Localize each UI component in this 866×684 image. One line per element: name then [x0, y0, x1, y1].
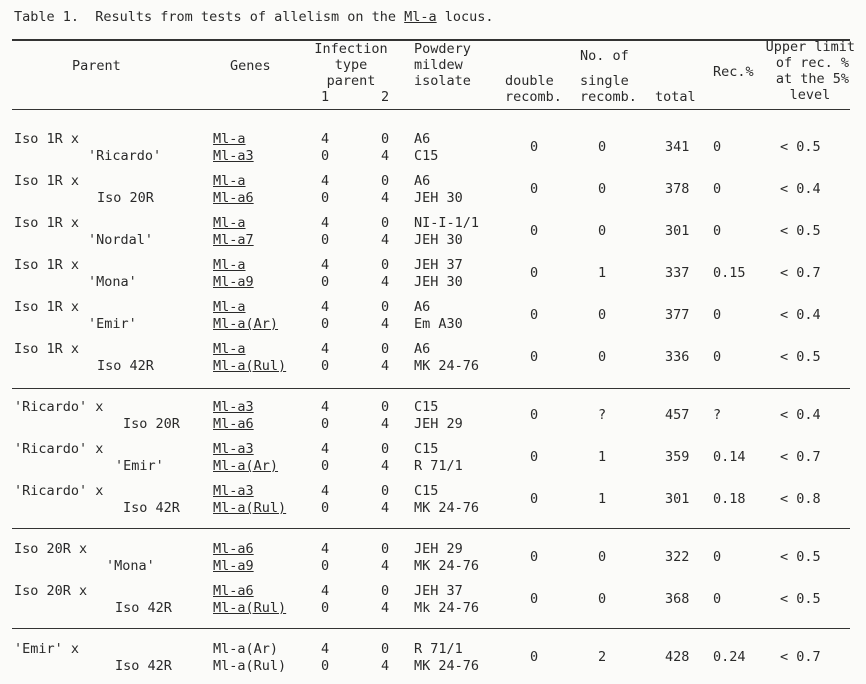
row-inf2-line1: 0: [381, 341, 390, 357]
row-single-recomb: 0: [598, 549, 607, 565]
header-infection-col2: 2: [381, 89, 390, 105]
row-inf1-line2: 0: [321, 500, 330, 516]
row-total: 322: [665, 549, 690, 565]
row-double-recomb: 0: [530, 307, 539, 323]
row-inf1-line1: 4: [321, 173, 330, 189]
row-gene-2: Ml-a6: [213, 190, 254, 206]
row-double-recomb: 0: [530, 223, 539, 239]
row-parent-1: Iso 1R x: [14, 257, 80, 273]
row-single-recomb: 0: [598, 307, 607, 323]
row-isolate-2: Mk 24-76: [414, 600, 480, 616]
row-parent-1: Iso 1R x: [14, 131, 80, 147]
row-isolate-1: JEH 37: [414, 257, 463, 273]
header-powdery: Powdery: [414, 41, 471, 57]
row-upper-limit: < 0.5: [780, 223, 821, 239]
row-parent-2: Iso 42R: [115, 600, 172, 616]
row-parent-2: 'Mona': [88, 274, 137, 290]
row-rec-percent: 0.14: [713, 449, 746, 465]
row-double-recomb: 0: [530, 407, 539, 423]
row-single-recomb: 1: [598, 491, 607, 507]
row-gene-1: Ml-a: [213, 341, 246, 357]
row-isolate-2: MK 24-76: [414, 558, 480, 574]
section-rule-3: [12, 628, 850, 629]
row-inf2-line2: 4: [381, 558, 390, 574]
row-inf2-line1: 0: [381, 399, 390, 415]
row-upper-limit: < 0.7: [780, 649, 821, 665]
header-infection-3: parent: [326, 73, 376, 89]
row-parent-1: 'Ricardo' x: [14, 399, 104, 415]
row-inf2-line2: 4: [381, 600, 390, 616]
row-isolate-1: A6: [414, 299, 431, 315]
row-inf1-line1: 4: [321, 541, 330, 557]
row-gene-2: Ml-a(Rul): [213, 658, 287, 674]
row-inf1-line2: 0: [321, 658, 330, 674]
row-single-recomb: 1: [598, 265, 607, 281]
header-upper-1: Upper limit: [765, 39, 855, 55]
row-gene-2: Ml-a(Rul): [213, 600, 287, 616]
row-gene-1: Ml-a: [213, 131, 246, 147]
row-rec-percent: 0: [713, 591, 722, 607]
row-gene-1: Ml-a(Ar): [213, 641, 279, 657]
row-gene-2: Ml-a(Ar): [213, 316, 279, 332]
row-parent-2: 'Ricardo': [88, 148, 162, 164]
header-isolate: isolate: [414, 73, 471, 89]
header-infection-2: type: [334, 57, 368, 73]
row-total: 359: [665, 449, 690, 465]
row-single-recomb: 1: [598, 449, 607, 465]
row-inf1-line2: 0: [321, 232, 330, 248]
row-single-recomb: 0: [598, 223, 607, 239]
row-inf1-line1: 4: [321, 131, 330, 147]
row-isolate-2: JEH 29: [414, 416, 463, 432]
row-inf1-line2: 0: [321, 600, 330, 616]
row-rec-percent: 0: [713, 223, 722, 239]
row-inf1-line2: 0: [321, 190, 330, 206]
row-inf2-line1: 0: [381, 173, 390, 189]
row-parent-2: 'Nordal': [88, 232, 154, 248]
row-rec-percent: ?: [713, 407, 722, 423]
row-inf1-line2: 0: [321, 458, 330, 474]
row-inf1-line2: 0: [321, 274, 330, 290]
row-double-recomb: 0: [530, 549, 539, 565]
row-parent-1: Iso 20R x: [14, 583, 88, 599]
row-rec-percent: 0: [713, 349, 722, 365]
row-inf2-line1: 0: [381, 131, 390, 147]
row-isolate-2: MK 24-76: [414, 500, 480, 516]
row-inf1-line2: 0: [321, 148, 330, 164]
row-inf2-line2: 4: [381, 500, 390, 516]
row-inf2-line1: 0: [381, 257, 390, 273]
row-inf1-line1: 4: [321, 341, 330, 357]
header-infection-1: Infection: [314, 41, 388, 57]
table-title: [14, 9, 494, 26]
row-upper-limit: < 0.5: [780, 591, 821, 607]
row-inf2-line1: 0: [381, 215, 390, 231]
section-rule-2: [12, 528, 850, 529]
header-no-of: No. of: [580, 48, 629, 64]
row-isolate-2: C15: [414, 148, 439, 164]
row-rec-percent: 0.24: [713, 649, 746, 665]
row-isolate-1: NI-I-1/1: [414, 215, 480, 231]
row-upper-limit: < 0.4: [780, 181, 821, 197]
row-double-recomb: 0: [530, 649, 539, 665]
row-inf2-line1: 0: [381, 299, 390, 315]
row-total: 368: [665, 591, 690, 607]
row-upper-limit: < 0.4: [780, 307, 821, 323]
row-isolate-2: JEH 30: [414, 232, 463, 248]
row-single-recomb: ?: [598, 407, 607, 423]
row-inf2-line2: 4: [381, 232, 390, 248]
row-gene-1: Ml-a3: [213, 399, 254, 415]
row-isolate-2: MK 24-76: [414, 658, 480, 674]
row-isolate-1: A6: [414, 173, 431, 189]
row-upper-limit: < 0.7: [780, 265, 821, 281]
header-upper-2: of rec. %: [775, 55, 849, 71]
row-total: 301: [665, 223, 690, 239]
row-total: 428: [665, 649, 690, 665]
row-double-recomb: 0: [530, 491, 539, 507]
row-total: 457: [665, 407, 690, 423]
row-inf1-line1: 4: [321, 583, 330, 599]
row-inf1-line2: 0: [321, 558, 330, 574]
row-parent-1: 'Emir' x: [14, 641, 80, 657]
header-single-1: single: [580, 73, 629, 89]
row-parent-2: Iso 42R: [123, 500, 180, 516]
row-parent-1: Iso 1R x: [14, 341, 80, 357]
header-double-2: recomb.: [505, 89, 562, 105]
row-gene-2: Ml-a6: [213, 416, 254, 432]
row-gene-1: Ml-a3: [213, 441, 254, 457]
row-total: 341: [665, 139, 690, 155]
header-double-1: double: [505, 73, 554, 89]
row-parent-2: 'Emir': [88, 316, 137, 332]
row-inf1-line1: 4: [321, 399, 330, 415]
row-gene-1: Ml-a: [213, 257, 246, 273]
row-parent-2: Iso 20R: [97, 190, 154, 206]
row-inf1-line1: 4: [321, 215, 330, 231]
row-parent-2: Iso 20R: [123, 416, 180, 432]
row-isolate-1: JEH 37: [414, 583, 463, 599]
row-inf1-line1: 4: [321, 641, 330, 657]
row-inf2-line2: 4: [381, 416, 390, 432]
row-parent-1: Iso 1R x: [14, 215, 80, 231]
row-gene-1: Ml-a3: [213, 483, 254, 499]
row-gene-2: Ml-a(Rul): [213, 500, 287, 516]
row-rec-percent: 0.18: [713, 491, 746, 507]
header-genes: Genes: [230, 58, 271, 74]
row-gene-1: Ml-a6: [213, 583, 254, 599]
row-upper-limit: < 0.7: [780, 449, 821, 465]
row-rec-percent: 0.15: [713, 265, 746, 281]
row-isolate-2: JEH 30: [414, 274, 463, 290]
row-double-recomb: 0: [530, 139, 539, 155]
row-gene-1: Ml-a6: [213, 541, 254, 557]
header-single-2: recomb.: [580, 89, 637, 105]
row-double-recomb: 0: [530, 349, 539, 365]
header-rule: [12, 109, 850, 110]
row-gene-1: Ml-a: [213, 299, 246, 315]
title-locus: Ml-a: [404, 9, 437, 25]
section-rule-1: [12, 388, 850, 389]
header-infection-col1: 1: [321, 89, 330, 105]
row-inf1-line1: 4: [321, 441, 330, 457]
row-rec-percent: 0: [713, 139, 722, 155]
row-gene-1: Ml-a: [213, 215, 246, 231]
row-gene-2: Ml-a(Rul): [213, 358, 287, 374]
row-inf2-line1: 0: [381, 541, 390, 557]
row-upper-limit: < 0.8: [780, 491, 821, 507]
row-parent-1: 'Ricardo' x: [14, 441, 104, 457]
row-rec-percent: 0: [713, 307, 722, 323]
row-inf2-line2: 4: [381, 458, 390, 474]
row-isolate-2: MK 24-76: [414, 358, 480, 374]
title-prefix: Table 1. Results from tests of allelism on the: [14, 9, 405, 25]
row-inf2-line1: 0: [381, 641, 390, 657]
title-suffix: locus.: [436, 9, 494, 25]
row-parent-2: 'Emir': [115, 458, 164, 474]
row-total: 378: [665, 181, 690, 197]
row-inf1-line2: 0: [321, 358, 330, 374]
row-inf1-line1: 4: [321, 299, 330, 315]
row-isolate-2: R 71/1: [414, 458, 463, 474]
row-inf2-line2: 4: [381, 658, 390, 674]
row-upper-limit: < 0.5: [780, 349, 821, 365]
row-double-recomb: 0: [530, 265, 539, 281]
row-upper-limit: < 0.5: [780, 549, 821, 565]
row-single-recomb: 0: [598, 349, 607, 365]
row-gene-2: Ml-a9: [213, 558, 254, 574]
row-isolate-2: Em A30: [414, 316, 463, 332]
row-inf1-line2: 0: [321, 416, 330, 432]
row-inf2-line2: 4: [381, 316, 390, 332]
header-rec: Rec.%: [713, 64, 754, 80]
row-parent-2: Iso 42R: [115, 658, 172, 674]
row-inf2-line1: 0: [381, 583, 390, 599]
row-inf2-line1: 0: [381, 483, 390, 499]
row-total: 336: [665, 349, 690, 365]
header-total: total: [655, 89, 696, 105]
row-gene-2: Ml-a3: [213, 148, 254, 164]
row-inf2-line2: 4: [381, 148, 390, 164]
row-inf1-line2: 0: [321, 316, 330, 332]
row-total: 337: [665, 265, 690, 281]
row-upper-limit: < 0.5: [780, 139, 821, 155]
row-parent-2: Iso 42R: [97, 358, 154, 374]
row-double-recomb: 0: [530, 449, 539, 465]
row-double-recomb: 0: [530, 591, 539, 607]
row-inf1-line1: 4: [321, 483, 330, 499]
row-gene-2: Ml-a7: [213, 232, 254, 248]
header-parent: Parent: [72, 58, 121, 74]
row-single-recomb: 0: [598, 591, 607, 607]
row-upper-limit: < 0.4: [780, 407, 821, 423]
row-isolate-1: A6: [414, 131, 431, 147]
row-isolate-1: A6: [414, 341, 431, 357]
row-double-recomb: 0: [530, 181, 539, 197]
row-parent-1: Iso 20R x: [14, 541, 88, 557]
header-mildew: mildew: [414, 57, 463, 73]
row-rec-percent: 0: [713, 549, 722, 565]
row-inf2-line2: 4: [381, 358, 390, 374]
header-upper-4: level: [789, 87, 831, 103]
row-inf2-line1: 0: [381, 441, 390, 457]
row-isolate-1: C15: [414, 483, 439, 499]
row-isolate-2: JEH 30: [414, 190, 463, 206]
row-parent-1: 'Ricardo' x: [14, 483, 104, 499]
row-single-recomb: 0: [598, 181, 607, 197]
row-inf1-line1: 4: [321, 257, 330, 273]
row-isolate-1: C15: [414, 441, 439, 457]
row-single-recomb: 2: [598, 649, 607, 665]
row-single-recomb: 0: [598, 139, 607, 155]
row-isolate-1: JEH 29: [414, 541, 463, 557]
row-gene-2: Ml-a9: [213, 274, 254, 290]
row-isolate-1: C15: [414, 399, 439, 415]
row-inf2-line2: 4: [381, 190, 390, 206]
row-gene-1: Ml-a: [213, 173, 246, 189]
row-total: 377: [665, 307, 690, 323]
row-gene-2: Ml-a(Ar): [213, 458, 279, 474]
row-parent-1: Iso 1R x: [14, 299, 80, 315]
row-parent-1: Iso 1R x: [14, 173, 80, 189]
row-total: 301: [665, 491, 690, 507]
row-isolate-1: R 71/1: [414, 641, 463, 657]
row-inf2-line2: 4: [381, 274, 390, 290]
header-upper-3: at the 5%: [775, 71, 849, 87]
row-rec-percent: 0: [713, 181, 722, 197]
row-parent-2: 'Mona': [106, 558, 155, 574]
